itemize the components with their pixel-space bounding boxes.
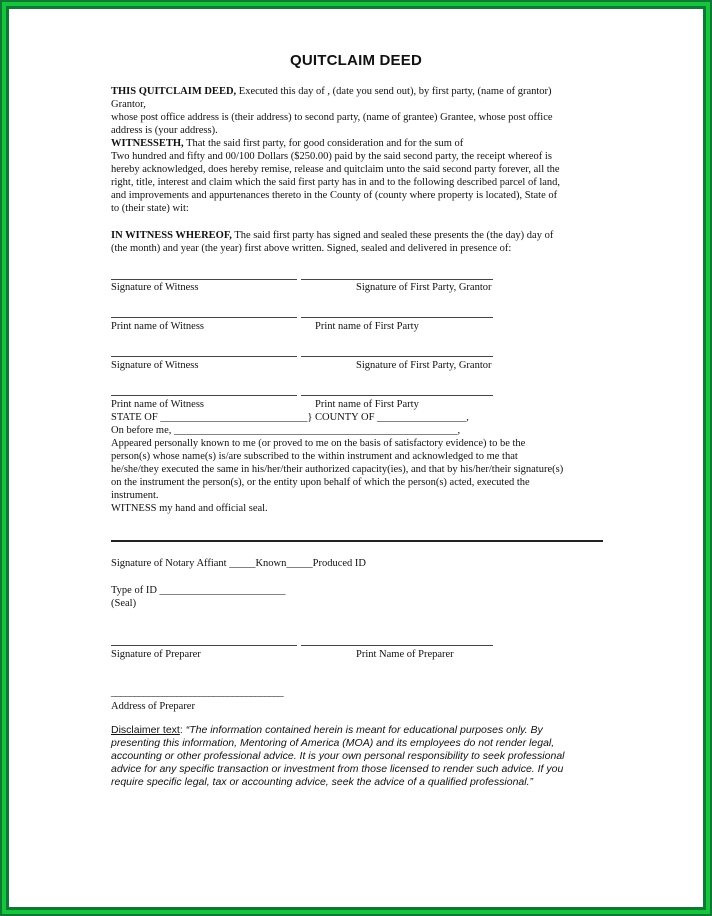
label-signature-first-party-1: Signature of First Party, Grantor [356,282,492,293]
disclaimer-label: Disclaimer text [111,724,180,736]
print-line-first-party-1[interactable] [301,317,493,318]
witnesseth-line-3: hereby acknowledged, does hereby remise, release and quitclaim unto the said second party forever, all the [111,164,560,175]
document-page [9,9,703,907]
seal-label: (Seal) [111,598,137,609]
print-line-preparer[interactable] [301,645,493,646]
witnesseth-line-6: to (their state) wit: [111,203,189,214]
witnesseth-line-2: Two hundred and fifty and 00/100 Dollars ($250.00) paid by the said second party, the receipt whereof is [111,151,552,162]
signature-line-preparer[interactable] [111,645,297,646]
print-line-witness-1[interactable] [111,317,297,318]
witnesseth-line-4: right, title, interest and claim which the said first party has in and to the following described parcel of land, [111,177,561,188]
intro-paragraph [111,85,599,215]
label-signature-preparer: Signature of Preparer [111,649,201,660]
disclaimer-colon: : [179,724,186,736]
witnesseth-line-1: That the said first party, for good consideration and for the sum of [183,138,464,149]
in-witness-line-1: The said first party has signed and sealed these presents the (the day) day of [231,230,554,241]
type-of-id-field[interactable]: Type of ID ________________________ [111,585,286,596]
signature-line-witness-1[interactable] [111,279,297,280]
appeared-line-5: instrument. [111,490,159,501]
intro-line-4: address is (your address). [111,125,218,136]
notary-section [111,411,599,515]
document-title: QUITCLAIM DEED [290,52,422,69]
label-signature-witness-1: Signature of Witness [111,282,199,293]
appeared-line-3: he/she/they executed the same in his/her/their authorized capacity(ies), and that by his/her/their signature(s) [111,464,564,475]
appeared-line-4: on the instrument the person(s), or the entity upon behalf of which the person(s) acted, executed the [111,477,530,488]
witnesseth-line-5: and improvements and appurtenances thereto in the County of (county where property is located), State of [111,190,558,201]
label-signature-first-party-2: Signature of First Party, Grantor [356,360,492,371]
notary-signature-rule [111,540,603,542]
label-print-first-party-2: Print name of First Party [315,399,419,410]
signature-line-first-party-1[interactable] [301,279,493,280]
label-signature-witness-2: Signature of Witness [111,360,199,371]
print-line-first-party-2[interactable] [301,395,493,396]
address-preparer-line[interactable]: _____________________________________ [111,687,284,698]
state-county-line[interactable]: STATE OF ____________________________} COUNTY OF _________________, [111,412,469,423]
label-print-preparer: Print Name of Preparer [356,649,454,660]
signature-line-witness-2[interactable] [111,356,297,357]
intro-bold-lead: THIS QUITCLAIM DEED, [111,86,237,97]
in-witness-bold-lead: IN WITNESS WHEREOF, [111,230,232,241]
appeared-line-2: person(s) whose name(s) is/are subscribed to the within instrument and acknowledged to me that [111,451,518,462]
label-print-witness-2: Print name of Witness [111,399,204,410]
label-print-first-party-1: Print name of First Party [315,321,419,332]
witness-hand-seal: WITNESS my hand and official seal. [111,503,268,514]
on-before-me-line[interactable]: On before me, ______________________________________________________, [111,425,461,436]
print-line-witness-2[interactable] [111,395,297,396]
label-print-witness-1: Print name of Witness [111,321,204,332]
label-address-preparer: Address of Preparer [111,701,195,712]
notary-signature-label[interactable]: Signature of Notary Affiant _____Known_____Produced ID [111,558,366,569]
intro-line-2: Grantor, [111,99,146,110]
signature-line-first-party-2[interactable] [301,356,493,357]
disclaimer-text: “The information contained herein is meant for educational purposes only. By presenting this information, Mentoring of America (MOA) and its employees do not render legal, accounting or other professional advice. It is your own personal responsibility to seek professional advice for any specific transaction or investment from those licensed to render such advice. If you require specific legal, tax or accounting advice, seek the advice of a qualified professional.” [111,724,565,788]
in-witness-paragraph [111,229,599,255]
intro-line-1: Executed this day of , (date you send out), by first party, (name of grantor) [236,86,552,97]
appeared-line-1: Appeared personally known to me (or proved to me on the basis of satisfactory evidence) to be the [111,438,526,449]
intro-line-3: whose post office address is (their address) to second party, (name of grantee) Grantee, whose post office [111,112,553,123]
disclaimer-block [111,724,591,789]
witnesseth-bold-lead: WITNESSETH, [111,138,184,149]
in-witness-line-2: (the month) and year (the year) first above written. Signed, sealed and delivered in presence of: [111,243,512,254]
